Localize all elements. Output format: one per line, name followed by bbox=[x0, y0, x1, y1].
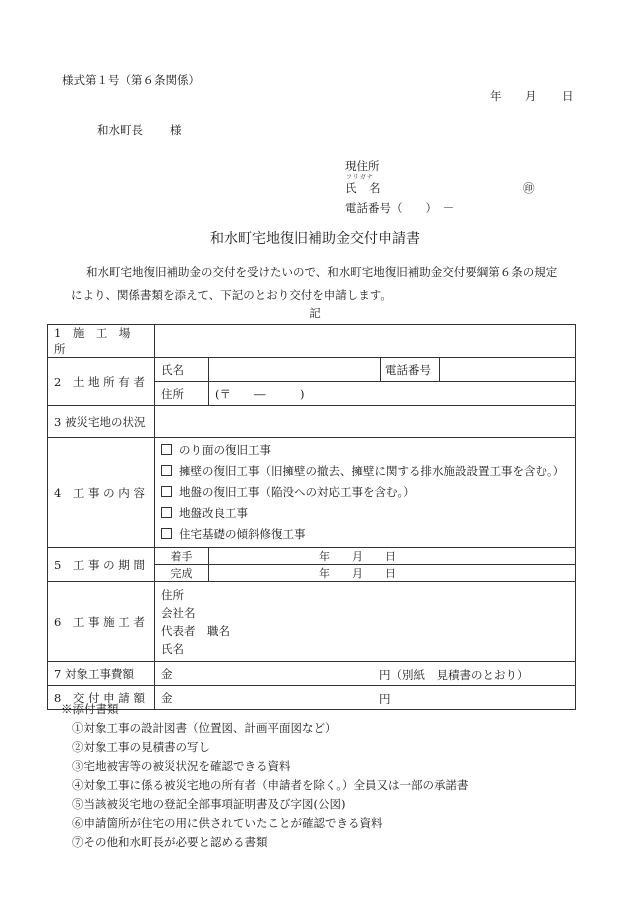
period-start-date[interactable]: 年 月 日 bbox=[209, 548, 576, 565]
attachment-item: ⑦その他和水町長が必要と認める書類 bbox=[72, 835, 268, 849]
owner-phone-input[interactable] bbox=[440, 358, 576, 382]
attachment-item: ⑤当該被災宅地の登記全部事項証明書及び字図(公図) bbox=[72, 797, 346, 811]
checkbox-icon[interactable] bbox=[161, 465, 172, 476]
contractor-label: 6 工 事 施 工 者 bbox=[48, 582, 155, 662]
work-item[interactable]: 住宅基礎の傾斜修復工事 bbox=[161, 524, 569, 545]
contractor-rep-title-label: 代表者 職名 bbox=[161, 623, 230, 638]
owner-label: 2 土 地 所 有 者 bbox=[48, 358, 155, 406]
applicant-name-label-1: 氏 bbox=[345, 181, 357, 195]
site-label: 1 施 工 場 所 bbox=[48, 325, 155, 358]
checkbox-icon[interactable] bbox=[161, 486, 172, 497]
intro-line-1: 和水町宅地復旧補助金の交付を受けたいので、和水町宅地復旧補助金交付要綱第６条の規定 bbox=[86, 265, 558, 279]
owner-address-label: 住所 bbox=[155, 382, 209, 406]
applicant-name-label-2: 名 bbox=[369, 181, 381, 195]
project-cost-suffix: 円（別紙 見積書のとおり） bbox=[379, 668, 529, 682]
period-label: 5 工 事 の 期 間 bbox=[48, 548, 155, 582]
grant-amount-prefix: 金 bbox=[161, 690, 173, 705]
damage-status-input[interactable] bbox=[155, 406, 576, 438]
contractor-company-label: 会社名 bbox=[161, 605, 196, 620]
attachment-item: ③宅地被害等の被災状況を確認できる資料 bbox=[72, 759, 291, 773]
checkbox-icon[interactable] bbox=[161, 528, 172, 539]
site-input[interactable] bbox=[155, 325, 576, 358]
attachments-heading: ※添付書類 bbox=[61, 702, 119, 716]
date-day: 日 bbox=[562, 89, 574, 103]
period-end-label: 完成 bbox=[155, 565, 209, 582]
owner-name-input[interactable] bbox=[209, 358, 381, 382]
work-content-list bbox=[155, 438, 576, 548]
work-item[interactable]: 地盤改良工事 bbox=[161, 503, 569, 524]
application-table-grid bbox=[47, 324, 576, 710]
contractor-address-label: 住所 bbox=[161, 587, 184, 602]
addressee-honorific: 様 bbox=[170, 123, 182, 137]
date-month: 月 bbox=[525, 89, 537, 103]
owner-zip: (〒 ― ) bbox=[215, 386, 305, 401]
form-id: 様式第１号（第６条関係） bbox=[62, 73, 200, 87]
project-cost-field[interactable] bbox=[155, 662, 576, 686]
period-end-date[interactable]: 年 月 日 bbox=[209, 565, 576, 582]
work-item[interactable]: 擁壁の復旧工事（旧擁壁の撤去、擁壁に関する排水施設設置工事を含む。） bbox=[161, 461, 569, 482]
checkbox-icon[interactable] bbox=[161, 444, 172, 455]
damage-status-label: 3 被災宅地の状況 bbox=[48, 406, 155, 438]
owner-address-input[interactable] bbox=[209, 382, 576, 406]
attachment-item: ①対象工事の設計図書（位置図、計画平面図など） bbox=[72, 721, 337, 735]
project-cost-label: 7 対象工事費額 bbox=[48, 662, 155, 686]
attachment-item: ⑥申請箇所が住宅の用に供されていたことが確認できる資料 bbox=[72, 816, 383, 830]
attachment-item: ②対象工事の見積書の写し bbox=[72, 740, 210, 754]
work-item[interactable]: 地盤の復旧工事（陥没への対応工事を含む。） bbox=[161, 482, 569, 503]
name-ruby: フリガナ bbox=[346, 174, 374, 181]
owner-phone-label: 電話番号 bbox=[381, 358, 440, 382]
ki-mark: 記 bbox=[309, 306, 321, 320]
grant-amount-field[interactable] bbox=[155, 686, 576, 710]
grant-amount-suffix: 円 bbox=[379, 692, 391, 706]
intro-line-2: により、関係書類を添えて、下記のとおり交付を申請します。 bbox=[71, 288, 392, 302]
project-cost-prefix: 金 bbox=[161, 666, 173, 681]
contractor-block[interactable] bbox=[155, 582, 576, 662]
date-year: 年 bbox=[490, 89, 502, 103]
seal-mark: ㊞ bbox=[523, 181, 535, 195]
work-item[interactable]: のり面の復旧工事 bbox=[161, 440, 569, 461]
grant-amount-label: 8 交 付 申 請 額 bbox=[48, 686, 155, 710]
applicant-address-label: 現住所 bbox=[345, 159, 380, 173]
work-content-label: 4 工 事 の 内 容 bbox=[48, 438, 155, 548]
addressee-name: 和水町長 bbox=[97, 123, 143, 137]
contractor-rep-name-label: 氏名 bbox=[161, 641, 184, 656]
period-start-label: 着手 bbox=[155, 548, 209, 565]
applicant-phone-label: 電話番号（ ） － bbox=[345, 201, 455, 215]
checkbox-icon[interactable] bbox=[161, 507, 172, 518]
document-title: 和水町宅地復旧補助金交付申請書 bbox=[210, 231, 420, 247]
attachment-item: ④対象工事に係る被災宅地の所有者（申請者を除く。）全員又は一部の承諾書 bbox=[72, 778, 469, 792]
owner-name-label: 氏名 bbox=[155, 358, 209, 382]
